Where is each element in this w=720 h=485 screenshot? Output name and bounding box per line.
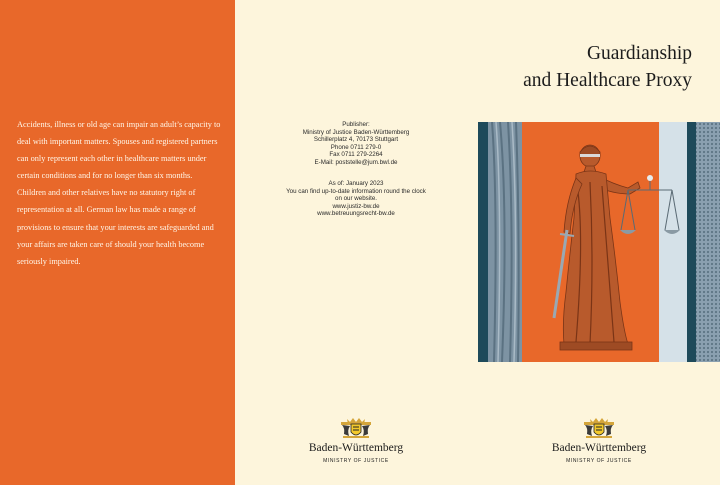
brand-logo xyxy=(539,414,659,464)
title-line: Guardianship xyxy=(586,43,692,64)
publisher-email: E-Mail: poststelle@jum.bwl.de xyxy=(314,158,398,166)
publisher-line: Ministry of Justice Baden-Württemberg xyxy=(302,128,410,136)
coat-of-arms-icon xyxy=(583,414,615,440)
status-block xyxy=(235,180,477,218)
back-panel xyxy=(0,0,235,485)
website-link[interactable]: www.justiz-bw.de xyxy=(332,202,380,210)
info-line: You can find up-to-date information round the clock xyxy=(286,187,426,195)
cover-illustration xyxy=(478,122,720,362)
website-link[interactable]: www.betreuungsrecht-bw.de xyxy=(317,210,395,218)
as-of-date: As of: January 2023 xyxy=(328,180,384,187)
info-line: on our website. xyxy=(335,195,377,203)
brand-name: Baden-Württemberg xyxy=(551,442,647,454)
intro-text: Accidents, illness or old age can impair an adult’s capacity to deal with important matters. Spouses and registered partners can only represent each other in healthcare matters under certain conditions and for no longer than six months. Children and other relatives have no statutory right of representation at all. German law has made a range of provisions to ensure that your interests are safeguarded and your affairs are taken care of should your health become seriously impaired. xyxy=(17,120,221,266)
brand-logo xyxy=(296,414,416,464)
publisher-line: Schillerplatz 4, 70173 Stuttgart xyxy=(313,136,399,144)
title-line: and Healthcare Proxy xyxy=(523,70,692,91)
ministry-label: MINISTRY OF JUSTICE xyxy=(566,458,632,464)
imprint-panel xyxy=(235,0,477,485)
cover-title xyxy=(523,40,692,94)
ministry-label: MINISTRY OF JUSTICE xyxy=(323,458,389,464)
coat-of-arms-icon xyxy=(340,414,372,440)
brand-name: Baden-Württemberg xyxy=(308,442,404,454)
front-cover-panel xyxy=(477,0,720,485)
publisher-block xyxy=(235,121,477,167)
publisher-line: Phone 0711 279-0 xyxy=(330,143,382,151)
publisher-line: Fax 0711 279-2264 xyxy=(329,151,383,159)
publisher-heading: Publisher: xyxy=(342,121,370,128)
